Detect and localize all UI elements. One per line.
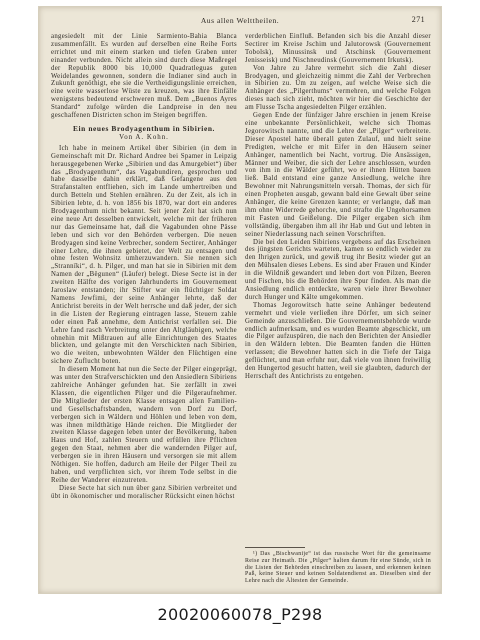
- right-column: [245, 33, 431, 585]
- running-head: Aus allen Welttheilen.: [200, 16, 280, 25]
- body-paragraph: In diesem Moment hat nun die Secte der Pilger eingeprägt, was unter den Strafverschickten und den Ansiedlern Sibiriens zahlreiche Anhänger gefunden hat. Sie zerfällt in zwei Klassen, die eigentlichen Pilger und die Pilgeraufnehmer. Die Mitglieder der ersten Klasse entsagen allen Familien- und Gesellschaftsbanden, wandern von Dorf zu Dorf, verbergen sich in Wäldern und Höhlen und leben von dem, was ihnen mildthätige Hände reichen. Die Mitglieder der zweiten Klasse dagegen leben unter der Bevölkerung, haben Haus und Hof, zahlen Steuern und erfüllen ihre Pflichten gegen den Staat, nehmen aber die wandernden Pilger auf, verbergen sie in ihren Häusern und versorgen sie mit allem Nöthigen. Sie hoffen, dadurch am Heile der Pilger Theil zu haben, und verpflichten sich, vor ihrem Tode selbst in die Reihe der Wanderer einzutreten.: [51, 366, 237, 484]
- footnote-block: [245, 544, 431, 585]
- body-paragraph: Von Jahre zu Jahre vermehrt sich die Zahl dieser Brodyagen, und gleichzeitig nimmt die Zahl der Verbrechen in Sibirien zu. Um zu zeigen, auf welche Weise sich die Anhänger des „Pilgerthums“ vermehren, und welche Folgen dieses nach sich zieht, möchten wir hier die Geschichte der am Flusse Tscha angesiedelten Pilger erzählen.: [245, 64, 431, 112]
- body-paragraph: Gegen Ende der fünfziger Jahre erschien in jenem Kreise eine unbekannte Persönlichkeit, welche sich Thomas Jegorowitsch nannte, und die Lehre der „Pilger“ verbreitete. Dieser Apostel hatte überall guten Zulauf, und hielt seine Predigten, welche er mit Eifer in den Häusern seiner Anhänger, namentlich bei Nacht, vortrug. Die Ansässigen, Männer und Weiber, die sich der Lehre anschlossen, wurden von ihm in die Wälder geführt, wo er ihnen Hütten bauen ließ. Bald entstand eine ganze Ansiedlung, welche ihre Bewohner mit Nahrungsmitteln versah. Thomas, der sich für einen Propheten ausgab, gewann bald eine Gewalt über seine Anhänger, die keine Grenzen kannte; er verlangte, daß man ihm ohne Widerrede gehorche, und strafte die Ungehorsamen mit Fasten und Geißelung. Die Pilger ergaben sich ihm vollständig, übergaben ihm all ihr Hab und Gut und lebten in seiner Niederlassung nach seinen Vorschriften.: [245, 112, 431, 238]
- footnote: ¹) Das „Bischwanije“ ist das russische Wort für die gemeinsame Reise zur Heimath. Die „Pilger“ halten darum für eine Sünde, sich in die Listen der Behörden einschreiben zu lassen, und erkennen keinen Paß, keine Steuer und keinen Soldatendienst an. Dieselben sind der Lehre nach die Ältesten der Gemeinde.: [245, 551, 431, 585]
- body-paragraph: Diese Secte hat sich nun über ganz Sibirien verbreitet und übt in ökonomischer und moralischer Rücksicht einen höchst: [51, 484, 237, 500]
- catalog-label: 20020060078_P298: [157, 605, 323, 624]
- article-byline: Von A. Kohn.: [119, 133, 169, 141]
- footnote-rule: [245, 547, 305, 548]
- scanned-page: [38, 6, 442, 594]
- body-paragraph: Thomas Jegorowitsch hatte seine Anhänger bedeutend vermehrt und viele verließen ihre Dörfer, um sich seiner Gemeinde anzuschließen. Die Gouvernementsbehörde wurde endlich aufmerksam, und es wurden Beamte abgeschickt, um die Pilger aufzuspüren, die nach den Berichten der Ansiedler in den Wäldern lebten. Die Beamten fanden die Hütten verlassen; die Bewohner hatten sich in die Tiefe der Taiga geflüchtet, und man erfuhr nur, daß viele von ihnen freiwillig den Hungertod gesucht hatten, weil sie glaubten, dadurch der Herrschaft des Antichrists zu entgehen.: [245, 301, 431, 380]
- article-title: Ein neues Brodyagenthum in Sibirien.: [72, 123, 215, 133]
- body-paragraph: Die bei den Leiden Sibiriens vergebens auf das Erscheinen des jüngsten Gerichts warteten, kamen so endlich wieder zu den Ihrigen zurück, und gewiß trug ihr Besitz wieder gut an den Mühsalen dieses Lebens. Es sind aber Frauen und Kinder in die Wildniß gewandert und leben dort von Pilzen, Beeren und Fischen, bis die Behörden ihre Spur finden. Als man die Ansiedlung endlich entdeckte, waren viele ihrer Bewohner durch Hunger und Kälte umgekommen.: [245, 238, 431, 301]
- body-paragraph: verderblichen Einfluß. Befanden sich bis die Anzahl dieser Sectirer im Kreise Jschim und Jalutorowsk (Gouvernement Tobolsk), Minussinsk und Atschinsk (Gouvernement Jenisseisk) und Nischneudinsk (Gouvernement Irkutsk).: [245, 33, 431, 64]
- intro-paragraph: angesiedelt mit der Linie Sarmiento-Bahia Blanca zusammenfällt. Es wurden auf derselben eine Reihe Forts errichtet und mit einem starken und tiefen Graben unter einander verbunden. Nicht allein sind durch diese Maßregel der Republik 8000 bis 10,000 Quadratleguas guten Weidelandes gewonnen, sondern die Indianer sind auch in Zukunft genöthigt, ehe sie die Vertheidigungslinie erreichen, eine weite wasserlose Wüste zu kreuzen, was ihre Einfälle wenigstens bedeutend erschweren muß. Dem „Buenos Ayres Standard“ zufolge würden die Landpreise in den neu geschaffenen Districten schon im Steigen begriffen.: [51, 33, 237, 120]
- page-number: 271: [411, 15, 425, 24]
- body-paragraph: Ich habe in meinem Artikel über Sibirien (in dem in Gemeinschaft mit Dr. Richard Andree bei Spamer in Leipzig herausgegebenen Werke „Sibirien und das Amurgebiet“) über das „Brodyagenthum“, das Vagabundiren, gesprochen und habe dasselbe dahin erklärt, daß Gefangene aus den Strafanstalten entfliehen, sich im Lande umhertreiben und durch Betteln und Stehlen ernähren. Zu der Zeit, als ich in Sibirien lebte, d. h. von 1856 bis 1870, war dort ein anderes Brodyagenthum nicht bekannt. Seit jener Zeit hat sich nun eine neue Art desselben entwickelt, welche mit der früheren nur das Gemeinsame hat, daß die Vagabunden ohne Pässe leben und sich vor den Behörden verbergen. Die neuen Brodyagen sind keine Verbrecher, sondern Sectirer, Anhänger einer Lehre, die ihnen gebietet, der Welt zu entsagen und ohne festen Wohnsitz umherzuwandern. Sie nennen sich „Strannïki“, d. h. Pilger, und man hat sie in Sibirien mit dem Namen der „Bëgunen“ (Läufer) belegt. Diese Secte ist in der zweiten Hälfte des vorigen Jahrhunderts im Gouvernement Jaroslaw entstanden; ihr Stifter war ein flüchtiger Soldat Namens Jewfimi, der seine Anhänger lehrte, daß der Antichrist bereits in der Welt herrsche und daß jeder, der sich in die Listen der Regierung eintragen lasse, Steuern zahle oder einen Paß annehme, dem Antichrist verfallen sei. Die Lehre fand rasch Verbreitung unter den Altgläubigen, welche ohnehin mit Mißtrauen auf alle Einrichtungen des Staates blickten, und gelangte mit den Verschickten nach Sibirien, wo die weiten, unbewohnten Wälder den Flüchtigen eine sichere Zuflucht boten.: [51, 144, 237, 366]
- left-column: [51, 33, 237, 585]
